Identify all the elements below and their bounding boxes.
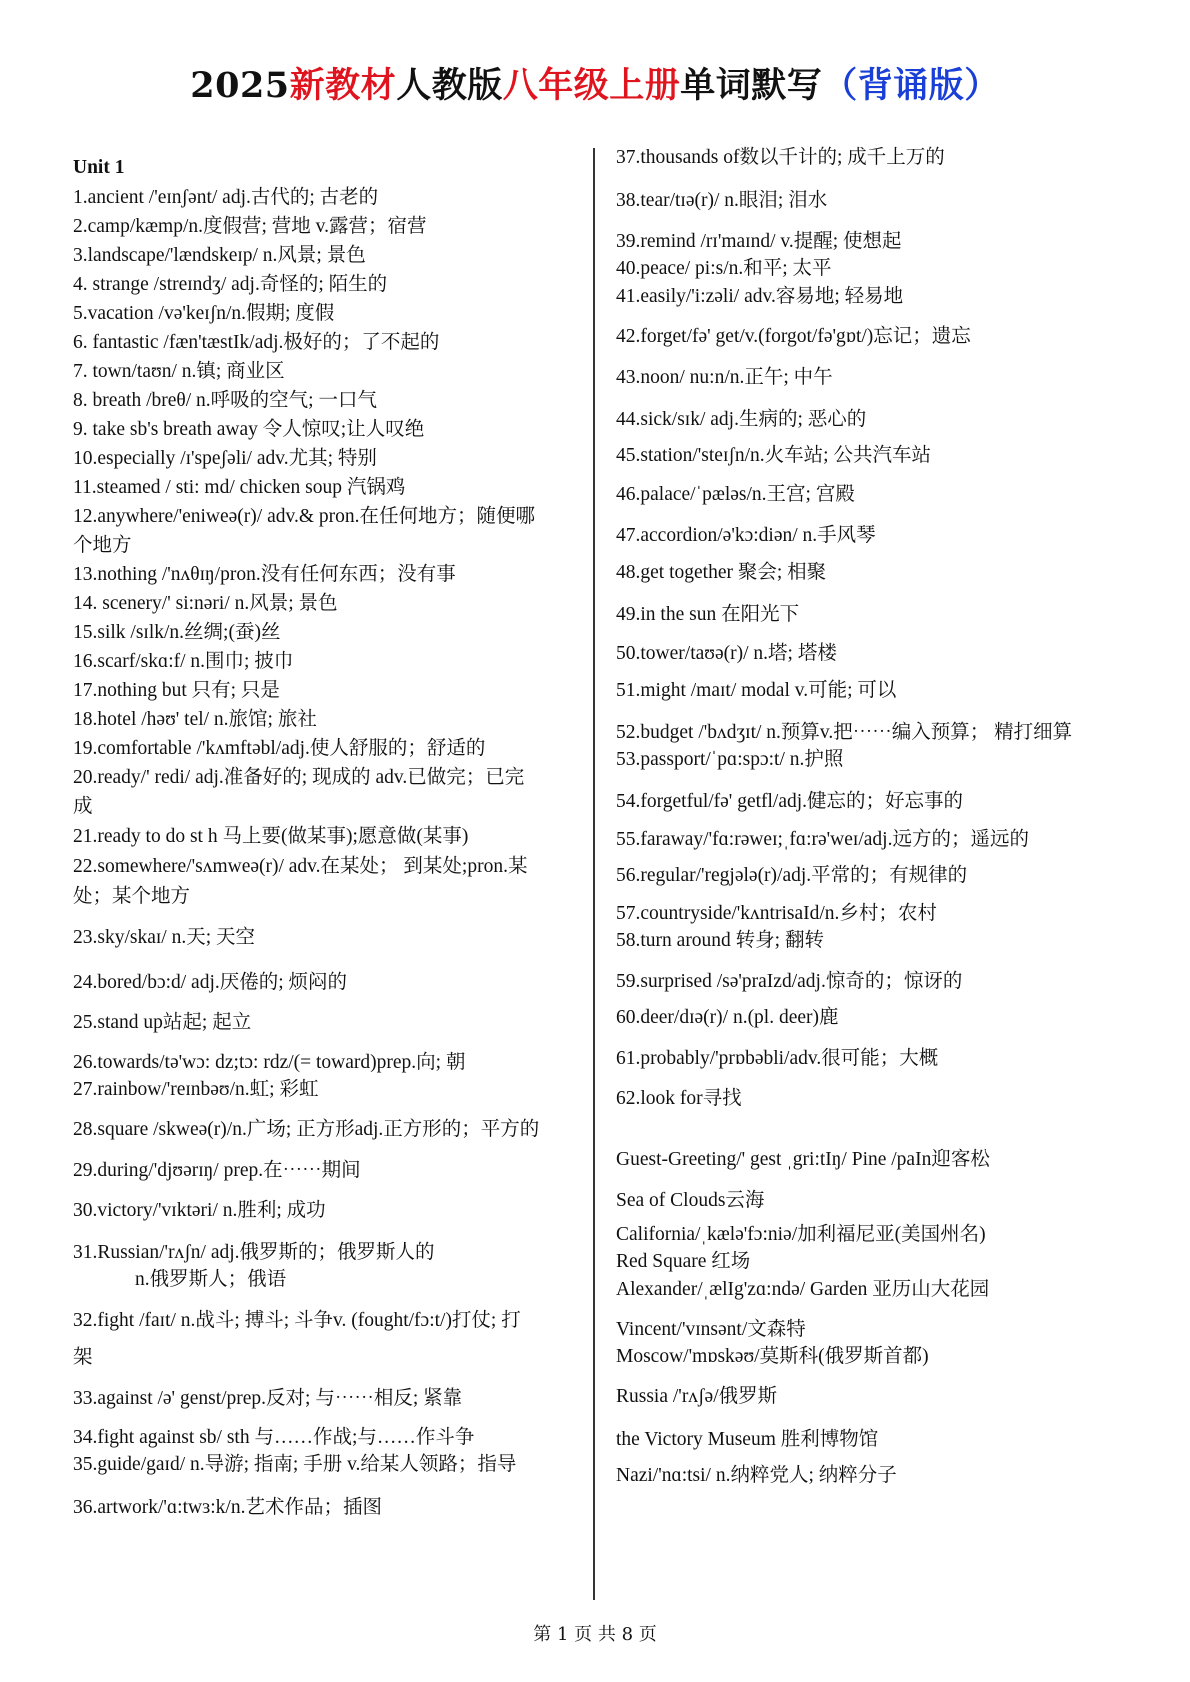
left-vocab-line: 处；某个地方 bbox=[73, 886, 191, 907]
left-vocab-line: 15.silk /sɪlk/n.丝绸;(蚕)丝 bbox=[73, 622, 281, 643]
right-vocab-line: 59.surprised /sə'praIzd/adj.惊奇的；惊讶的 bbox=[616, 971, 963, 992]
right-vocab-line: California/ˌkælə'fɔ:niə/加利福尼亚(美国州名) bbox=[616, 1224, 986, 1245]
left-vocab-line: 10.especially /ɪ'speʃəli/ adv.尤其; 特别 bbox=[73, 448, 377, 469]
right-vocab-line: 37.thousands of数以千计的; 成千上万的 bbox=[616, 147, 945, 168]
left-vocab-line: 17.nothing but 只有; 只是 bbox=[73, 680, 280, 701]
right-vocab-line: 47.accordion/ə'kɔ:diən/ n.手风琴 bbox=[616, 525, 876, 546]
right-vocab-line: Sea of Clouds云海 bbox=[616, 1190, 765, 1211]
column-divider bbox=[593, 148, 595, 1600]
left-vocab-line: 6. fantastic /fæn'tæstIk/adj.极好的；了不起的 bbox=[73, 332, 440, 353]
left-vocab-line: 8. breath /breθ/ n.呼吸的空气; 一口气 bbox=[73, 390, 377, 411]
left-vocab-line: 35.guide/gaɪd/ n.导游; 指南; 手册 v.给某人领路；指导 bbox=[73, 1454, 517, 1475]
title-grade: 八年级上册 bbox=[502, 65, 681, 106]
left-vocab-line: 1.ancient /'eɪnʃənt/ adj.古代的; 古老的 bbox=[73, 187, 379, 208]
page-title bbox=[0, 58, 1190, 108]
right-vocab-line: 39.remind /rɪ'maɪnd/ v.提醒; 使想起 bbox=[616, 231, 902, 252]
left-vocab-line: 4. strange /streɪndʒ/ adj.奇怪的; 陌生的 bbox=[73, 274, 388, 295]
left-vocab-line: 16.scarf/skɑ:f/ n.围巾; 披巾 bbox=[73, 651, 294, 672]
right-vocab-line: 43.noon/ nu:n/n.正午; 中午 bbox=[616, 367, 833, 388]
right-vocab-line: 46.palace/ˈpæləs/n.王宫; 宫殿 bbox=[616, 484, 855, 505]
left-vocab-line: 21.ready to do st h 马上要(做某事);愿意做(某事) bbox=[73, 826, 469, 847]
left-vocab-line: 23.sky/skaɪ/ n.天; 天空 bbox=[73, 927, 256, 948]
left-vocab-line: 26.towards/tə'wɔ: dz;tɔ: rdz/(= toward)prep.向; 朝 bbox=[73, 1052, 466, 1073]
right-vocab-line: 56.regular/'regjələ(r)/adj.平常的；有规律的 bbox=[616, 865, 968, 886]
left-vocab-line: 个地方 bbox=[73, 535, 132, 556]
title-new-textbook: 新教材 bbox=[289, 65, 397, 106]
title-year: 2025 bbox=[190, 65, 290, 106]
title-edition: （背诵版） bbox=[822, 65, 1000, 106]
left-vocab-line: 架 bbox=[73, 1347, 93, 1368]
left-vocab-line: 31.Russian/'rʌʃn/ adj.俄罗斯的；俄罗斯人的 bbox=[73, 1242, 435, 1263]
unit-heading: Unit 1 bbox=[73, 157, 125, 178]
right-vocab-line: Guest-Greeting/' gest ˌgri:tIŋ/ Pine /paIn迎客松 bbox=[616, 1149, 990, 1170]
right-vocab-line: 42.forget/fə' get/v.(forgot/fə'gɒt/)忘记；遗忘 bbox=[616, 326, 971, 347]
right-vocab-line: 58.turn around 转身; 翻转 bbox=[616, 930, 824, 951]
left-vocab-line: 22.somewhere/'sʌmweə(r)/ adv.在某处； 到某处;pron.某 bbox=[73, 856, 528, 877]
right-vocab-line: 41.easily/'i:zəli/ adv.容易地; 轻易地 bbox=[616, 286, 904, 307]
right-vocab-line: 53.passport/ˈpɑ:spɔ:t/ n.护照 bbox=[616, 749, 844, 770]
left-vocab-line: 12.anywhere/'eniweə(r)/ adv.& pron.在任何地方；随便哪 bbox=[73, 506, 536, 527]
left-vocab-line: 11.steamed / sti: md/ chicken soup 汽锅鸡 bbox=[73, 477, 406, 498]
right-vocab-line: Moscow/'mɒskəʊ/莫斯科(俄罗斯首都) bbox=[616, 1346, 929, 1367]
right-vocab-line: 45.station/'steɪʃn/n.火车站; 公共汽车站 bbox=[616, 445, 931, 466]
right-vocab-line: 44.sick/sɪk/ adj.生病的; 恶心的 bbox=[616, 409, 867, 430]
right-vocab-line: 52.budget /'bʌdʒɪt/ n.预算v.把⋯⋯编入预算； 精打细算 bbox=[616, 722, 1073, 743]
right-vocab-line: Red Square 红场 bbox=[616, 1251, 751, 1272]
left-vocab-line: 28.square /skweə(r)/n.广场; 正方形adj.正方形的；平方的 bbox=[73, 1119, 540, 1140]
left-vocab-line: 3.landscape/'lændskeɪp/ n.风景; 景色 bbox=[73, 245, 366, 266]
left-vocab-line: 18.hotel /həʊ' tel/ n.旅馆; 旅社 bbox=[73, 709, 317, 730]
right-vocab-line: the Victory Museum 胜利博物馆 bbox=[616, 1429, 879, 1450]
left-vocab-line: 34.fight against sb/ sth 与……作战;与……作斗争 bbox=[73, 1427, 475, 1448]
right-vocab-line: Nazi/'nɑ:tsi/ n.纳粹党人; 纳粹分子 bbox=[616, 1465, 897, 1486]
right-vocab-line: Alexander/ˌælIg'zɑ:ndə/ Garden 亚历山大花园 bbox=[616, 1279, 990, 1300]
left-vocab-line: 7. town/taʊn/ n.镇; 商业区 bbox=[73, 361, 285, 382]
left-vocab-line: 29.during/'djʊərɪŋ/ prep.在⋯⋯期间 bbox=[73, 1160, 361, 1181]
left-vocab-line: 9. take sb's breath away 令人惊叹;让人叹绝 bbox=[73, 419, 425, 440]
left-vocab-line: 2.camp/kæmp/n.度假营; 营地 v.露营；宿营 bbox=[73, 216, 427, 237]
title-publisher: 人教版 bbox=[396, 65, 503, 106]
left-vocab-line: 36.artwork/'ɑ:twɜ:k/n.艺术作品；插图 bbox=[73, 1497, 382, 1518]
right-vocab-line: 50.tower/taʊə(r)/ n.塔; 塔楼 bbox=[616, 643, 837, 664]
right-vocab-line: 49.in the sun 在阳光下 bbox=[616, 604, 800, 625]
right-vocab-line: 55.faraway/'fɑ:rəweɪ;ˌfɑ:rə'weɪ/adj.远方的；遥远的 bbox=[616, 829, 1029, 850]
left-vocab-line: 30.victory/'vɪktəri/ n.胜利; 成功 bbox=[73, 1200, 326, 1221]
left-vocab-line: 13.nothing /'nʌθɪŋ/pron.没有任何东西；没有事 bbox=[73, 564, 456, 585]
right-vocab-line: 62.look for寻找 bbox=[616, 1088, 742, 1109]
right-vocab-line: 40.peace/ pi:s/n.和平; 太平 bbox=[616, 258, 832, 279]
left-vocab-line: 14. scenery/' si:nəri/ n.风景; 景色 bbox=[73, 593, 338, 614]
right-vocab-line: 61.probably/'prɒbəbli/adv.很可能；大概 bbox=[616, 1048, 939, 1069]
page-footer: 第 1 页 共 8 页 bbox=[533, 1624, 657, 1645]
left-vocab-line: 5.vacation /və'keɪʃn/n.假期; 度假 bbox=[73, 303, 335, 324]
right-vocab-line: 51.might /maɪt/ modal v.可能; 可以 bbox=[616, 680, 897, 701]
title-dictation: 单词默写 bbox=[680, 65, 823, 106]
left-vocab-line: 20.ready/' redi/ adj.准备好的; 现成的 adv.已做完；已完 bbox=[73, 767, 525, 788]
left-vocab-line: 24.bored/bɔ:d/ adj.厌倦的; 烦闷的 bbox=[73, 972, 348, 993]
left-vocab-line: 19.comfortable /'kʌmftəbl/adj.使人舒服的；舒适的 bbox=[73, 738, 486, 759]
left-vocab-line: 27.rainbow/'reɪnbəʊ/n.虹; 彩虹 bbox=[73, 1079, 319, 1100]
right-vocab-line: Russia /'rʌʃə/俄罗斯 bbox=[616, 1386, 778, 1407]
left-vocab-line: 25.stand up站起; 起立 bbox=[73, 1012, 252, 1033]
left-vocab-line: n.俄罗斯人；俄语 bbox=[135, 1269, 287, 1290]
right-vocab-line: 57.countryside/'kʌntrisaId/n.乡村；农村 bbox=[616, 903, 937, 924]
right-vocab-line: 48.get together 聚会; 相聚 bbox=[616, 562, 827, 583]
left-vocab-line: 成 bbox=[73, 796, 93, 817]
left-vocab-line: 32.fight /faɪt/ n.战斗; 搏斗; 斗争v. (fought/fɔ:t/)打仗; 打 bbox=[73, 1310, 521, 1331]
right-vocab-line: 38.tear/tɪə(r)/ n.眼泪; 泪水 bbox=[616, 190, 828, 211]
right-vocab-line: Vincent/'vɪnsənt/文森特 bbox=[616, 1319, 806, 1340]
right-vocab-line: 60.deer/dɪə(r)/ n.(pl. deer)鹿 bbox=[616, 1007, 839, 1028]
left-vocab-line: 33.against /ə' genst/prep.反对; 与⋯⋯相反; 紧靠 bbox=[73, 1388, 463, 1409]
right-vocab-line: 54.forgetful/fə' getfl/adj.健忘的；好忘事的 bbox=[616, 791, 964, 812]
